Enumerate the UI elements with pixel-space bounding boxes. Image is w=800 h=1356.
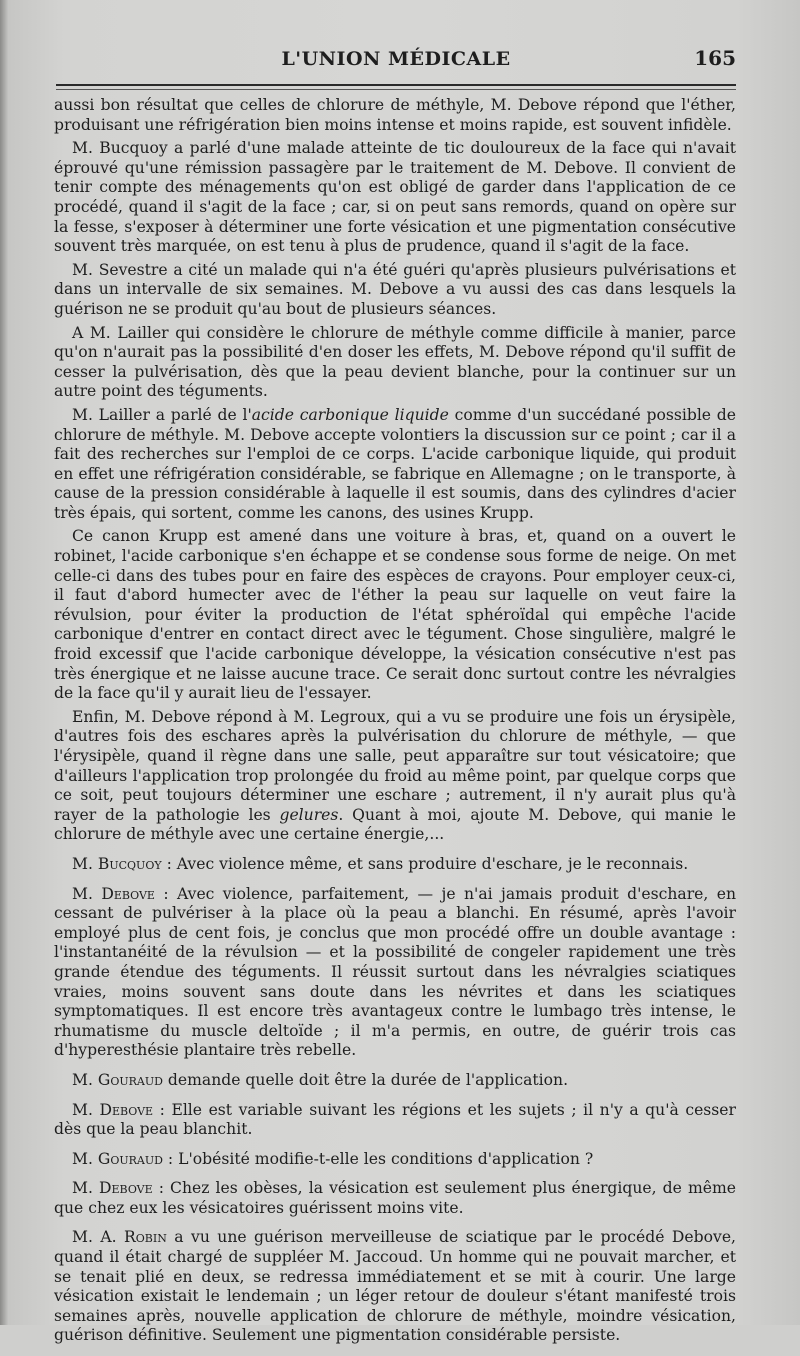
dialogue-text: : Avec violence même, et sans produire d'eschare, je le reconnais.: [161, 854, 689, 873]
running-header: [56, 44, 736, 84]
paragraph: [54, 708, 736, 845]
dialogue-paragraph: [54, 1101, 736, 1140]
dialogue-text: : Avec violence, parfaitement, — je n'ai jamais produit d'eschare, en cessant de pulvériser à la place où la peau a blanchi. En résumé, après l'avoir employé plus de cent fois, je conclus que mon procédé offre un double avantage : l'instantanéité de la révulsion — et la possibilité de congeler rapidement une très grande étendue des téguments. Il réussit surtout dans les névralgies sciatiques vraies, moins souvent sans doute dans les névrites et dans les sciatiques symptomatiques. Il est encore très avantageux contre le lumbago très intense, le rhumatisme du muscle deltoïde ; il m'a permis, en outre, de guérir trois cas d'hyperesthésie plantaire très rebelle.: [54, 884, 737, 1060]
header-rule-thin: [56, 89, 736, 90]
dialogue-text: : Chez les obèses, la vésication est seulement plus énergique, de même que chez eux les vésicatoires guérissent moins vite.: [54, 1179, 736, 1217]
page-edge-shadow: [0, 0, 8, 1325]
dialogue-paragraph: [54, 1179, 736, 1218]
paragraph: M. Sevestre a cité un malade qui n'a été guéri qu'après plusieurs pulvérisations et dans un intervalle de six semaines. M. Debove a vu aussi des cas dans lesquels la guérison ne se produit qu'au bout de plusieurs séances.: [54, 260, 736, 318]
paragraph-text: M. Lailler a parlé de l': [72, 405, 252, 424]
dialogue-paragraph: [54, 1071, 736, 1091]
dialogue-paragraph: [54, 885, 736, 1061]
dialogue-text: : L'obésité modifie-t-elle les conditions d'application ?: [162, 1149, 594, 1168]
paragraph-text: comme d'un succédané possible de chlorure de méthyle. M. Debove accepte volontiers la discussion sur ce point ; car il a fait des recherches sur l'emploi de ce corps. L'acide carbonique liquide, qui produit en effet une réfrigération considérable, se fabrique en Allemagne ; on le transporte, à cause de la pression considérable à laquelle il est soumis, dans des cylindres d'acier très épais, qui sortent, comme les canons, des usines Krupp.: [54, 405, 737, 522]
emphasis-text: gelures: [279, 805, 339, 824]
speaker-name: M. Debove: [72, 884, 155, 903]
paragraph: M. Bucquoy a parlé d'une malade atteinte de tic douloureux de la face qui n'avait éprouvé qu'une rémission passagère par le traitement de M. Debove. Il convient de tenir compte des ménagements qu'on est obligé de garder dans l'application de ce procédé, quand il s'agit de la face ; car, si on peut sans remords, quand on opère sur la fesse, s'exposer à déterminer une forte vésication et une pigmentation consécutive souvent très marquée, on est tenu à plus de prudence, quand il s'agit de la face.: [54, 139, 736, 256]
dialogue-text: : Elle est variable suivant les régions et les sujets ; il n'y a qu'à cesser dès que la peau blanchit.: [54, 1100, 736, 1139]
dialogue-text: a vu une guérison merveilleuse de sciatique par le procédé Debove, quand il était chargé de suppléer M. Jaccoud. Un homme qui ne pouvait marcher, et se tenait plié en deux, se redressa immédiatement et se mit à courir. Une large vésication existait le lendemain ; un léger retour de douleur s'étant manifesté trois semaines après, nouvelle application de chlorure de méthyle, moindre vésication, guérison définitive. Seulement une pigmentation considérable persiste.: [54, 1228, 736, 1345]
header-rule: [56, 84, 736, 86]
speaker-name: M. A. Robin: [72, 1228, 167, 1247]
speaker-name: M. Gouraud: [72, 1070, 163, 1089]
speaker-name: M. Bucquoy: [72, 854, 162, 873]
paragraph: A M. Lailler qui considère le chlorure de méthyle comme difficile à manier, parce qu'on n'aurait pas la possibilité d'en doser les effets, M. Debove répond qu'il suffit de cesser la pulvérisation, dès que la peau devient blanche, pour la continuer sur un autre point des téguments.: [54, 323, 736, 401]
speaker-name: M. Gouraud: [72, 1149, 163, 1168]
paragraph: [54, 406, 736, 524]
paragraph-text: Enfin, M. Debove répond à M. Legroux, qui a vu se produire une fois un érysipèle, d'autres fois des eschares après la pulvérisation du chlorure de méthyle, — que l'érysipèle, quand il règne dans une salle, peut apparaître sur tout vésicatoire; que d'ailleurs l'application trop prolongée du froid au même point, par quelque corps que ce soit, peut toujours déterminer une eschare ; autrement, il n'y aurait plus qu'à rayer de la pathologie les: [54, 707, 736, 824]
speaker-name: M. Debove: [72, 1179, 153, 1198]
dialogue-paragraph: [54, 1228, 736, 1346]
dialogue-text: demande quelle doit être la durée de l'application.: [162, 1070, 569, 1089]
speaker-name: M. Debove: [72, 1100, 154, 1119]
emphasis-text: acide carbonique liquide: [251, 405, 449, 424]
paragraph: aussi bon résultat que celles de chlorure de méthyle, M. Debove répond que l'éther, produisant une réfrigération bien moins intense et moins rapide, est souvent infidèle.: [54, 96, 736, 134]
page-number: 165: [694, 46, 736, 70]
article-body: [54, 96, 736, 1356]
dialogue-paragraph: [54, 855, 736, 875]
dialogue-paragraph: [54, 1150, 736, 1170]
paragraph: Ce canon Krupp est amené dans une voiture à bras, et, quand on a ouvert le robinet, l'acide carbonique s'en échappe et se condense sous forme de neige. On met celle-ci dans des tubes pour en faire des espèces de crayons. Pour employer ceux-ci, il faut d'abord humecter avec de l'éther la peau sur laquelle on veut faire la révulsion, pour éviter la production de l'état sphéroïdal qui empêche l'acide carbonique d'entrer en contact direct avec le tégument. Chose singulière, malgré le froid excessif que l'acide carbonique développe, la vésication consécutive n'est pas très énergique et ne laisse aucune trace. Ce serait donc surtout contre les névralgies de la face qu'il y aurait lieu de l'essayer.: [54, 527, 736, 703]
journal-title: L'UNION MÉDICALE: [281, 48, 511, 70]
paragraph-text: . Quant à moi, ajoute M. Debove, qui manie le chlorure de méthyle avec une certaine énergie,...: [54, 805, 736, 844]
